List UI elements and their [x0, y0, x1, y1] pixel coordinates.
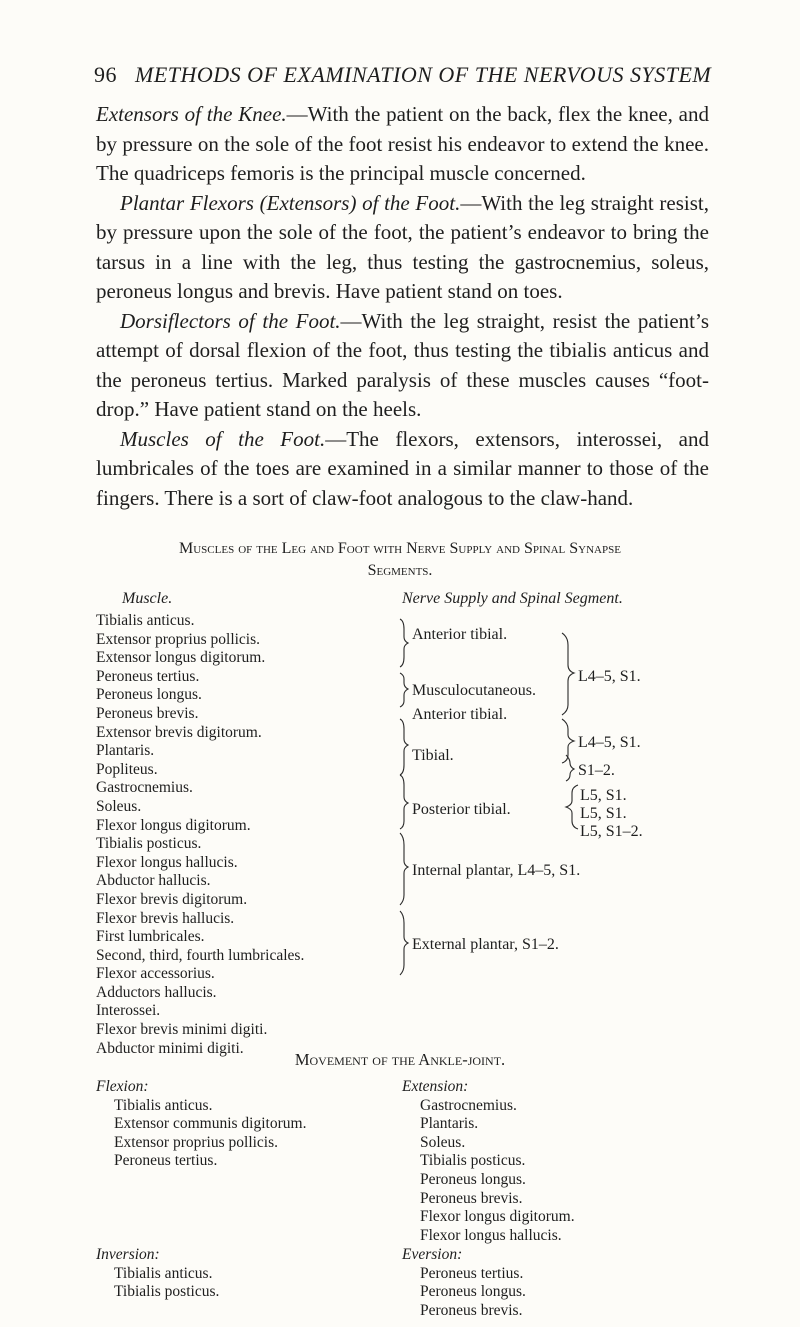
eversion-heading: Eversion:	[402, 1246, 463, 1263]
brace-musculocutaneous	[400, 673, 408, 707]
muscle-name: First lumbricales.	[96, 928, 205, 946]
muscle-item: Gastrocnemius.	[420, 1096, 517, 1114]
muscle-name: Flexor brevis minimi digiti.	[96, 1021, 268, 1039]
muscle-name: Flexor longus digitorum.	[96, 816, 251, 834]
segment-s1-2: S1–2.	[578, 762, 615, 779]
paragraph-body: —The flexors, extensors, interossei, and lumbricales of the toes are examined in a similar manner to those of the fingers. There is a sort of claw-foot analogous to the claw-hand.	[96, 426, 709, 510]
muscle-name: Flexor accessorius.	[96, 965, 215, 983]
muscle-item: Plantaris.	[420, 1115, 479, 1133]
muscle-name: Tibialis anticus.	[96, 612, 195, 629]
muscle-item: Soleus.	[420, 1133, 466, 1151]
segment-l4-5-s1-b: L4–5, S1.	[578, 734, 641, 751]
muscle-item: Peroneus brevis.	[420, 1189, 523, 1207]
muscle-item: Tibialis anticus.	[114, 1264, 213, 1282]
muscle-name: Soleus.	[96, 797, 142, 815]
page-number: 96	[94, 62, 117, 87]
brace-external-plantar	[400, 911, 408, 975]
paragraph-body: —With the patient on the back, flex the knee, and by pressure on the sole of the foot resist his endeavor to extend the knee. The quadriceps femoris is the principal muscle concerned.	[96, 102, 709, 185]
muscle-item: Peroneus tertius.	[114, 1152, 218, 1170]
muscle-name: Peroneus brevis.	[96, 704, 199, 722]
segment-l4-5-s1: L4–5, S1.	[578, 668, 641, 685]
nerve-anterior-tibial: Anterior tibial.	[412, 626, 508, 643]
muscle-item: Tibialis posticus.	[420, 1152, 526, 1170]
paragraph-body: —With the leg straight, resist the patient’s attempt of dorsal flexion of the foot, thus testing the tibialis anticus and the peroneus tertius. Marked paralysis of these muscles causes “foot-drop.” Have patient stand on the heels.	[96, 308, 709, 421]
paragraph-body: —With the leg straight resist, by pressure upon the sole of the foot, the patient’s endeavor to bring the tarsus in a line with the leg, thus testing the gastrocnemius, soleus, peroneus longus and brevis. Have patient stand on toes.	[96, 190, 709, 303]
brace-anterior-tibial	[400, 619, 408, 667]
muscle-item: Flexor longus digitorum.	[420, 1208, 575, 1226]
muscle-item: Flexor longus hallucis.	[420, 1226, 562, 1244]
eversion-group	[402, 1246, 526, 1320]
flexion-heading: Flexion:	[96, 1078, 149, 1095]
brace-segment-2	[562, 719, 574, 763]
paragraph-heading: Dorsiflectors of the Foot.	[120, 308, 341, 333]
nerve-musculocutaneous: Musculocutaneous.	[412, 682, 536, 699]
brace-posterior-tibial	[400, 775, 408, 829]
muscle-name: Adductors hallucis.	[96, 983, 217, 1001]
muscle-name: Popliteus.	[96, 760, 158, 778]
page-header	[94, 62, 711, 88]
paragraph-heading: Extensors of the Knee.	[96, 102, 287, 126]
flexion-group	[96, 1078, 306, 1171]
brace-segment-1	[562, 633, 574, 715]
table-caption: Muscles of the Leg and Foot with Nerve Supply and Spinal Synapse	[179, 540, 621, 557]
running-title: METHODS OF EXAMINATION OF THE NERVOUS SYSTEM	[135, 62, 712, 87]
eversion-items	[402, 1265, 526, 1321]
muscle-name: Flexor brevis hallucis.	[96, 909, 235, 927]
segment-l5-s1: L5, S1.	[580, 787, 627, 804]
muscle-name: Flexor brevis digitorum.	[96, 890, 248, 908]
segment-l5-s1-b: L5, S1.	[580, 805, 627, 822]
muscle-name: Tibialis posticus.	[96, 835, 202, 853]
paragraph-plantar-flexors	[96, 189, 709, 307]
muscle-name: Second, third, fourth lumbricales.	[96, 946, 305, 964]
muscle-item: Peroneus tertius.	[420, 1264, 524, 1282]
grouping-braces	[398, 615, 598, 1035]
muscle-name: Peroneus longus.	[96, 686, 202, 704]
nerve-external-plantar: External plantar, S1–2.	[412, 936, 559, 953]
paragraph-heading: Muscles of the Foot.	[120, 426, 326, 451]
extension-items	[402, 1097, 575, 1246]
muscle-name: Abductor minimi digiti.	[96, 1039, 244, 1057]
brace-segment-4	[566, 785, 578, 829]
paragraph-knee	[96, 100, 709, 189]
body-text	[96, 100, 709, 513]
inversion-heading: Inversion:	[96, 1246, 160, 1263]
muscle-item: Peroneus longus.	[420, 1283, 526, 1301]
muscle-name: Extensor proprius pollicis.	[96, 630, 261, 648]
muscle-item: Extensor communis digitorum.	[114, 1115, 307, 1133]
muscle-name: Peroneus tertius.	[96, 667, 200, 685]
muscle-name: Extensor longus digitorum.	[96, 649, 266, 667]
brace-tibial	[400, 719, 408, 775]
muscle-name: Flexor longus hallucis.	[96, 853, 238, 871]
muscle-item: Extensor proprius pollicis.	[114, 1133, 279, 1151]
muscle-name: Abductor hallucis.	[96, 872, 211, 890]
muscle-name: Interossei.	[96, 1002, 161, 1020]
muscle-item: Peroneus longus.	[420, 1170, 526, 1188]
nerve-tibial: Tibial.	[412, 747, 454, 764]
muscle-name: Gastrocnemius.	[96, 779, 193, 797]
flexion-items	[96, 1097, 306, 1171]
nerve-posterior-tibial: Posterior tibial.	[412, 801, 511, 818]
muscle-list	[96, 612, 304, 1058]
nerve-internal-plantar: Internal plantar, L4–5, S1.	[412, 862, 581, 879]
paragraph-dorsiflectors	[96, 307, 709, 425]
table-caption-continued: Segments.	[367, 562, 433, 579]
muscle-item: Peroneus brevis.	[420, 1301, 523, 1319]
paragraph-muscles-foot	[96, 425, 709, 514]
muscle-column-heading: Muscle.	[122, 590, 173, 607]
movement-heading: Movement of the Ankle-joint.	[294, 1050, 506, 1069]
extension-group	[402, 1078, 575, 1245]
brace-internal-plantar	[400, 833, 408, 905]
muscle-item: Tibialis anticus.	[114, 1096, 213, 1114]
muscle-name: Extensor brevis digitorum.	[96, 723, 262, 741]
muscle-name: Plantaris.	[96, 742, 155, 760]
extension-heading: Extension:	[402, 1078, 469, 1095]
paragraph-heading: Plantar Flexors (Extensors) of the Foot.	[120, 190, 461, 215]
inversion-items	[96, 1265, 219, 1302]
nerve-column-heading: Nerve Supply and Spinal Segment.	[402, 590, 623, 607]
segment-l5-s1-2: L5, S1–2.	[580, 823, 643, 840]
nerve-anterior-tibial-2: Anterior tibial.	[412, 706, 508, 723]
muscle-item: Tibialis posticus.	[114, 1283, 220, 1301]
inversion-group	[96, 1246, 219, 1302]
